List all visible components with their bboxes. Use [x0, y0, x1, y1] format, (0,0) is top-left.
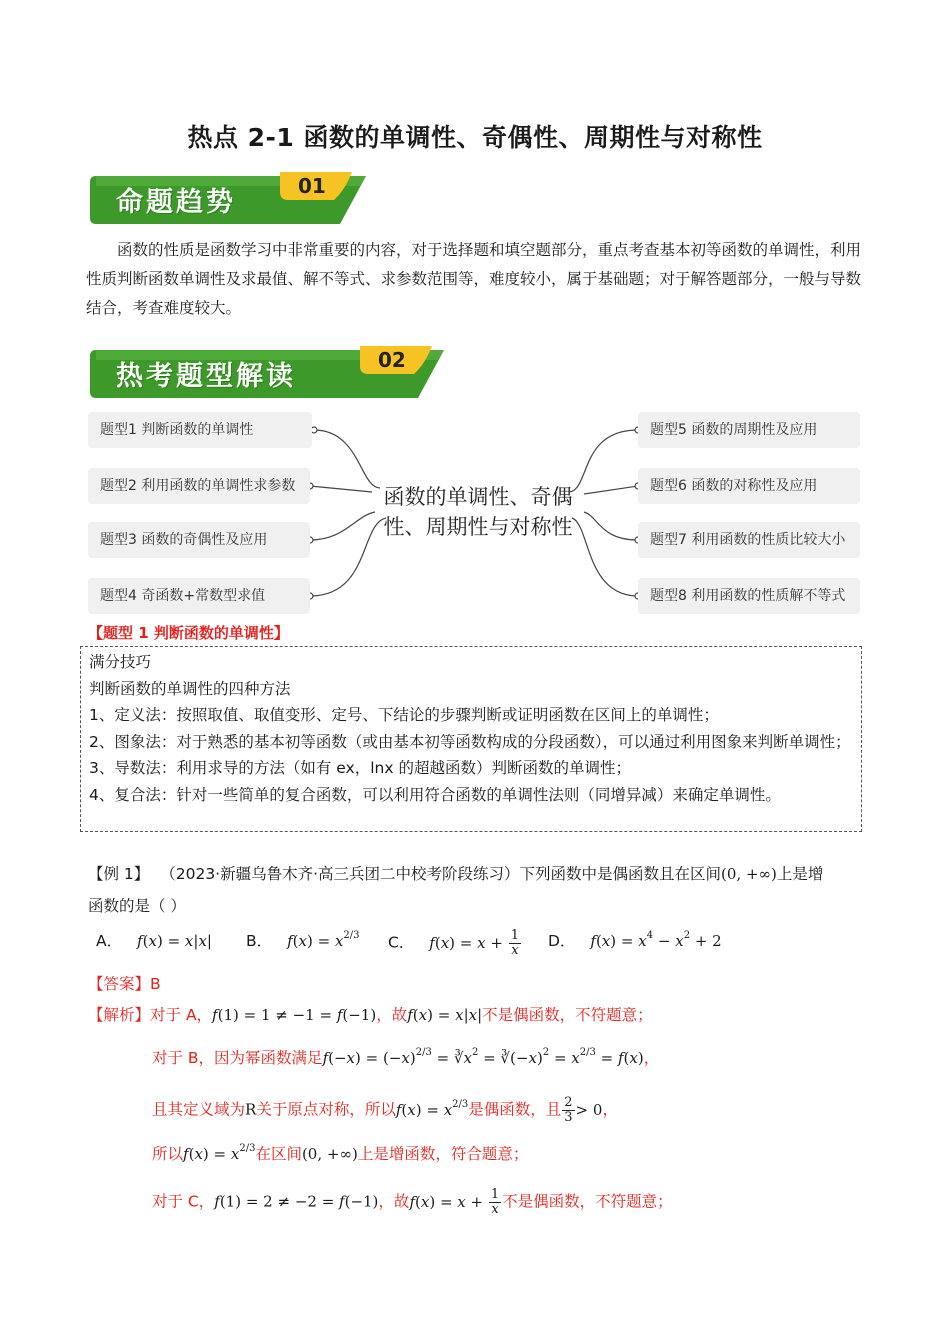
formula-e1: f(1) = 2 ≠ −2 = f(−1) — [214, 1192, 379, 1211]
tips-line: 1、定义法：按照取值、取值变形、定号、下结论的步骤判断或证明函数在区间上的单调性； — [89, 706, 719, 724]
tips-line: 4、复合法：针对一些简单的复合函数，可以利用符合函数的单调性法则（同增异减）来确定单调性。 — [89, 785, 781, 804]
formula-b: $f(-x) = (-x)^{2/3}$ = $∛x^2$ = $∛(-x)^2 = x^{2/3} = f(x)$ — [322, 1047, 644, 1067]
mindmap-center: 函数的单调性、奇偶性、周期性与对称性 — [383, 485, 573, 539]
section-banner-trend — [90, 172, 374, 228]
example-question-line2: 函数的是（ ） — [88, 897, 186, 915]
formula-a1: f(1) = 1 ≠ −1 = f(−1) — [212, 1006, 377, 1024]
tips-subtitle: 判断函数的单调性的四种方法 — [89, 679, 291, 698]
mindmap-node-type5: 题型5 函数的周期性及应用 — [638, 412, 860, 448]
example-interval: (0, +∞) — [721, 865, 777, 883]
tips-box — [80, 646, 862, 832]
formula-c1: $f(x) = x^{2/3}$ — [395, 1098, 469, 1119]
formula-d2: (0, +∞) — [301, 1145, 358, 1163]
mindmap-node-type7: 题型7 利用函数的性质比较大小 — [638, 522, 860, 558]
option-b: B． $f(x) = x^{2/3}$ — [246, 930, 360, 950]
trend-paragraph: 函数的性质是函数学习中非常重要的内容，对于选择题和填空题部分，重点考查基本初等函数的单调性，利用性质判断函数单调性及求最值、解不等式、求参数范围等，难度较小，属于基础题；对于解答题部分，一般与导数结合，考查难度较大。 — [86, 241, 862, 317]
section-banner-types — [90, 346, 452, 402]
option-d: D． $f(x) = x^4 - x^2 + 2$ — [548, 930, 722, 950]
example-source: （2023·新疆乌鲁木齐·高三兵团二中校考阶段练习）下列函数中是偶函数且在区间 — [160, 865, 722, 883]
banner-number: 02 — [378, 348, 406, 372]
type1-heading: 【题型 1 判断函数的单调性】 — [88, 624, 289, 642]
mindmap-node-type6: 题型6 函数的对称性及应用 — [638, 468, 860, 504]
formula-e2: f(x) = x + $\frac{1}{x}$ — [409, 1187, 500, 1217]
mindmap-node-type3: 题型3 函数的奇偶性及应用 — [88, 522, 310, 558]
analysis-line-b: 对于 B，因为幂函数满足$f(-x) = (-x)^{2/3}$ = $∛x^2$ = $∛(-x)^2 = x^{2/3} = f(x)$， — [152, 1047, 660, 1067]
example-tail: 上是增 — [776, 865, 824, 883]
formula-c2: $\frac{2}{3}$ > 0 — [564, 1095, 603, 1125]
banner-number: 01 — [298, 174, 326, 198]
answer-value: B — [150, 975, 161, 993]
option-c: C． f(x) = x + $\frac{1}{x}$ — [388, 929, 522, 958]
formula-reals: R — [245, 1100, 257, 1119]
mindmap-node-type1: 题型1 判断函数的单调性 — [88, 412, 312, 448]
analysis-line-e: 对于 C，f(1) = 2 ≠ −2 = f(−1)，故f(x) = x + $\frac{1}{x}$ 不是偶函数，不符题意； — [152, 1187, 673, 1217]
option-a-formula: f(x) = x|x| — [137, 932, 212, 950]
page-title: 热点 2-1 函数的单调性、奇偶性、周期性与对称性 — [187, 123, 763, 152]
answer-line — [88, 970, 161, 998]
option-a: A． f(x) = x|x| — [96, 932, 212, 950]
analysis-label: 【解析】 — [88, 1006, 151, 1024]
banner-title: 热考题型解读 — [116, 361, 296, 392]
tips-line: 3、导数法：利用求导的方法（如有 ex，lnx 的超越函数）判断函数的单调性； — [89, 759, 631, 777]
option-c-formula: f(x) = x + $\frac{1}{x}$ — [429, 928, 520, 958]
option-d-formula: $f(x) = x^4 - x^2 + 2$ — [590, 930, 722, 950]
tips-line: 2、图象法：对于熟悉的基本初等函数（或由基本初等函数构成的分段函数），可以通过利用图象来判断单调性； — [89, 732, 851, 751]
tips-title: 满分技巧 — [89, 653, 152, 671]
example-question — [88, 860, 868, 888]
banner-title: 命题趋势 — [116, 187, 236, 218]
analysis-line-c: 且其定义域为R关于原点对称，所以$f(x) = x^{2/3}$是偶函数，且 $\frac{2}{3}$ > 0， — [152, 1095, 618, 1125]
analysis-line-d: 所以$f(x) = x^{2/3}$在区间(0, +∞)上是增函数，符合题意； — [152, 1143, 529, 1163]
mindmap-node-type8: 题型8 利用函数的性质解不等式 — [638, 578, 860, 614]
answer-label: 【答案】 — [88, 975, 151, 993]
formula-a2: f(x) = x|x| — [407, 1006, 483, 1024]
mindmap-node-type2: 题型2 利用函数的单调性求参数 — [88, 468, 310, 504]
formula-d1: $f(x) = x^{2/3}$ — [183, 1143, 256, 1163]
example-label: 【例 1】 — [88, 865, 150, 883]
option-b-formula: $f(x) = x^{2/3}$ — [287, 930, 360, 950]
analysis-line-a: 【解析】对于 A，f(1) = 1 ≠ −1 = f(−1)，故f(x) = x|x|不是偶函数，不符题意； — [88, 1006, 653, 1024]
mindmap-node-type4: 题型4 奇函数+常数型求值 — [88, 578, 310, 614]
